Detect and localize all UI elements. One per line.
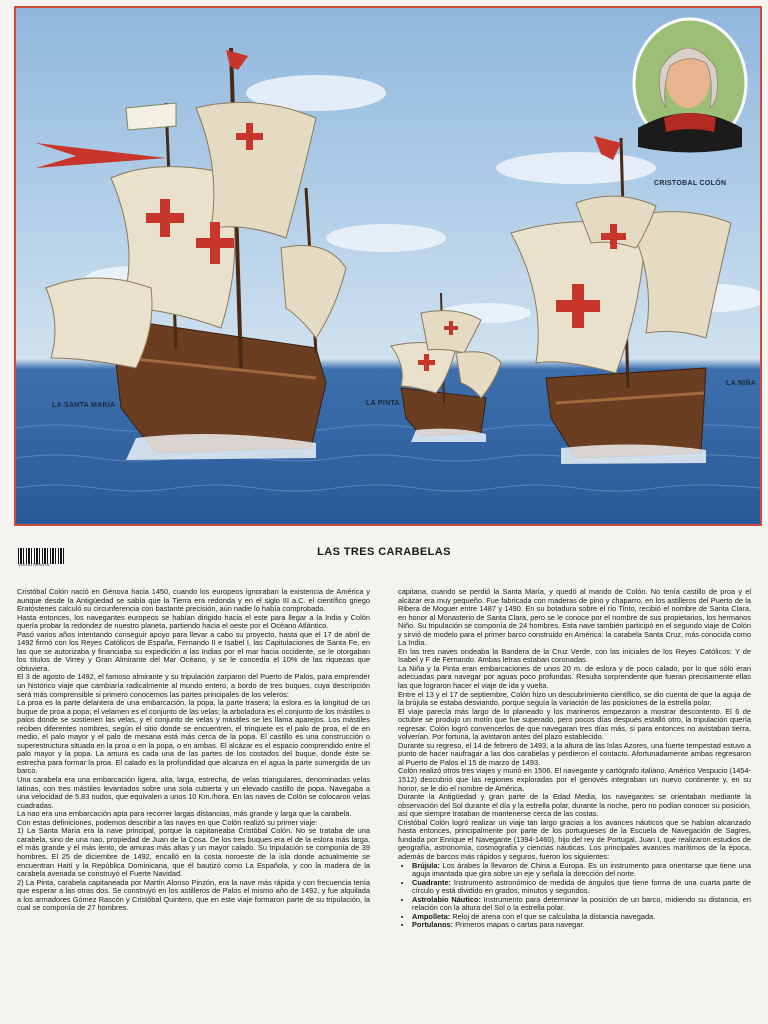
instrument-text: Instrumento astronómico de medida de ángulos que tiene forma de una cuarta parte de círculo y está dividido en grados, minutos y segundos.: [412, 877, 751, 896]
label-la-pinta: LA PINTA: [366, 400, 400, 407]
portrait-caption: CRISTOBAL COLÓN: [654, 180, 727, 187]
paragraph: capitana, cuando se perdió la Santa María, y quedó al mando de Colón. No tenía castillo de proa y el alcázar era muy pequeño. Fue fabricada con maderas de pino y chaparro, en los astilleros del Puerto de la Ribera de Moguer entre 1487 y 1490. En su botadura sobre el río Tinto, recibió el nombre de Santa Clara, en honor al Monasterio de Santa Clara, pero se le conoce por el nombre de sus propietarios, los hermanos Niño. Su tripulación se componía de 24 hombres. Esta nave también participó en el segundo viaje de Colón y sirvió de modelo para el primer barco construido en América: la carabela Santa Cruz, más conocida como La India.: [398, 587, 751, 648]
paragraph: Durante la Antigüedad y gran parte de la Edad Media, los navegantes se orientaban mediante la observación del Sol durante el día y la estrella polar, durante la noche, pero no podían conocer su posición, así que siempre trataban de mantenerse cerca de las costas.: [398, 792, 751, 819]
paragraph: 1) La Santa María era la nave principal, porque la capitaneaba Cristóbal Colón. No se trataba de una carabela, sino de una nao, propiedad de Juan de la Cosa. De los tres buques era el de la eslora más larga, el más grande y el más lento, de amuras más altas y un mayor calado. Su tripulación se componía de 39 hombres. El 25 de diciembre de 1492, encalló en la costa noroeste de la isla donde actualmente se encuentran Haití y la República Dominicana, que él bautizó como La Española, y con la madera de la carabela averiada se construyó el Fuerte Navidad.: [17, 826, 370, 879]
list-item: [412, 879, 751, 896]
instrument-list: [398, 862, 751, 930]
paragraph: Hasta entonces, los navegantes europeos se habían dirigido hacia el este para llegar a la India y Colón quería probar la redondez de nuestro planeta, partiendo hacia el oeste por el Océano Atlántico.: [17, 612, 370, 631]
paragraph: Durante su regreso, el 14 de febrero de 1493, a la altura de las Islas Azores, una fuerte tempestad estuvo a punto de hacer naufragar a las dos carabelas y perdieron el contacto. Afortunadamente ambas regresaron al Puerto de Palos el 15 de marzo de 1493.: [398, 740, 751, 767]
instrument-text: Reloj de arena con el que se calculaba la distancia navegada.: [450, 911, 656, 921]
paragraph: 2) La Pinta, carabela capitaneada por Martín Alonso Pinzón, era la nave más rápida y con frecuencia tenía que esperar a las otras dos. Se construyó en los astilleros de Palos el mismo año de 1492, y fue alquilada a los armadores Gómez Rascón y Cristóbal Quintero, que en este viaje formaron parte de su tripulación, la cual se componía de 27 hombres.: [17, 877, 370, 913]
paragraph: Colón realizó otros tres viajes y murió en 1506. El navegante y cartógrafo italiano, Américo Vespucio (1454-1512) descubrió que las regiones exploradas por el genovés integraban un nuevo continente y, en su honor, se le dio el nombre de América.: [398, 766, 751, 793]
paragraph: Cristóbal Colón logró realizar un viaje tan largo gracias a los avances náuticos que se habían alcanzado hasta entonces, principalmente por parte de los portugueses de la Escuela de Navegación de Sagres, fundada por Enrique el Navegante (1394-1460), hijo del rey de Portugal, Juan I, que realizaron estudios de geografía, astronomía, cosmografía y ciencias náuticas. Los principales avances marítimos de la época, además de barcos más rápidos y seguros, fueron los siguientes:: [398, 817, 751, 861]
list-item: [412, 896, 751, 913]
list-item: [412, 862, 751, 879]
list-item: [412, 921, 751, 930]
three-caravels-illustration: [16, 8, 760, 524]
instrument-name: Portulanos:: [412, 920, 454, 930]
instrument-text: Primeros mapas o cartas para navegar.: [453, 920, 585, 930]
paragraph: Con estas definiciones, podemos describir a las naves en que Colón realizó su primer viaje:: [17, 817, 318, 827]
paragraph: El viaje parecía más largo de lo planeado y los marineros empezaron a mostrar descontento. El 6 de octubre se produjo un motín que fue superado, pero pocos días después estalló otro, la tripulación quería regresar. Colón logró convencerlos de que navegaran tres días más, si para entonces no avistaban tierra, volverían. Por fortuna, la avistaron antes del plazo establecido.: [398, 706, 751, 742]
paragraph: En las tres naves ondeaba la Bandera de la Cruz Verde, con las iniciales de los Reyes Católicos: Y de Isabel y F de Fernando. Ambas letras estaban coronadas.: [398, 646, 751, 665]
paragraph: Cristóbal Colón nació en Génova hacia 1450, cuando los europeos ignoraban la existencia de América y aunque desde la Antigüedad se sabía que la Tierra era redonda y en el siglo III a.C. el científico griego Eratóstenes calculó su circunferencia con bastante precisión, aún nadie lo había comprobado.: [17, 587, 370, 614]
text-column-right: [398, 588, 751, 930]
paragraph: Pasó varios años intentando conseguir apoyo para llevar a cabo su proyecto, hasta que el 17 de abril de 1492 firmó con los Reyes Católicos de España, Fernando II e Isabel I, las Capitulaciones de Santa Fe, en las que se autorizaba y financiaba su expedición a las Indias por el mar hacia occidente, se le otorgaban los títulos de Virrey y Gran Almirante del Mar Océano, y se le concedía el 10% de las riquezas que obtuviera.: [17, 629, 370, 673]
portrait-columbus: [634, 19, 746, 153]
paragraph: La nao era una embarcación apta para recorrer largas distancias, más grande y larga que la carabela.: [17, 809, 352, 819]
paragraph: La proa es la parte delantera de una embarcación, la popa, la parte trasera; la eslora es la longitud de un buque de proa a popa; el velamen es el conjunto de las velas; la arboladura es el conjunto de los mástiles o palos donde se sostienen las velas, y el conjunto de velas y mástiles se les llama aparejos. Los mástiles reciben diferentes nombres, según el sitio donde se encuentren, el trinquete es el palo de proa, el de en medio, el palo mayor y el palo de mesana está más cerca de la popa. El castillo es una construcción o superestructura situada en la proa o en la popa, o en ambas. El alcázar es el espacio comprendido entre el palo mayor y la popa. La amura es cada una de las partes de los costados del buque, donde éste se estrecha para formar la proa. El calado es la profundidad que alcanza en el agua la parte sumergida de un barco.: [17, 698, 370, 776]
page-title: LAS TRES CARABELAS: [317, 546, 451, 558]
text-column-left: [17, 588, 370, 913]
instrument-name: Cuadrante:: [412, 877, 452, 887]
illustration-panel: [14, 6, 762, 526]
instrument-text: Instrumento para determinar la posición de un barco, midiendo su distancia, en relación con la altura del Sol o la estrella polar.: [412, 894, 751, 913]
paragraph: El 3 de agosto de 1492, el famoso almirante y su tripulación zarparon del Puerto de Palos, para emprender un histórico viaje que cambiaría radicalmente al mundo entero, a bordo de tres buques, cuya descripción será más comprensible si primero conocemos las partes principales de los veleros:: [17, 672, 370, 699]
barcode-number: 1201917001379: [18, 564, 50, 568]
paragraph: Una carabela era una embarcación ligera, alta, larga, estrecha, de velas triangulares, denominadas velas latinas, con tres mástiles levantados sobre una sola cubierta y un elevado castillo de popa. Navegaba a una velocidad de 5.83 nudos, que equivalen a unos 10 Km./hora. En las naves de Colón se colocaron velas cuadradas.: [17, 775, 370, 810]
paragraph: Entre el 13 y el 17 de septiembre, Colón hizo un descubrimiento científico, se dio cuenta de que la aguja de la brújula se estaba desviando, porque seguía la variación de las posiciones de la estrella polar.: [398, 689, 751, 708]
label-la-nina: LA NIÑA: [726, 380, 757, 387]
instrument-name: Ampolleta:: [412, 911, 451, 921]
instrument-name: Brújula:: [412, 860, 440, 870]
paragraph: La Niña y la Pinta eran embarcaciones de unos 20 m. de eslora y de poco calado, por lo que sólo eran adecuadas para navegar por aguas poco profundas. Resulta sorprendente que fueran precisamente ellas las que lograron hacer el viaje de ida y vuelta.: [398, 663, 751, 691]
instrument-text: Los árabes la llevaron de China a Europa. Es un instrumento para orientarse que tiene una aguja imantada que gira sobre un eje y señala la dirección del norte.: [412, 860, 751, 879]
label-santa-maria: LA SANTA MARÍA: [52, 402, 116, 409]
instrument-name: Astrolabio Náutico:: [412, 894, 481, 904]
